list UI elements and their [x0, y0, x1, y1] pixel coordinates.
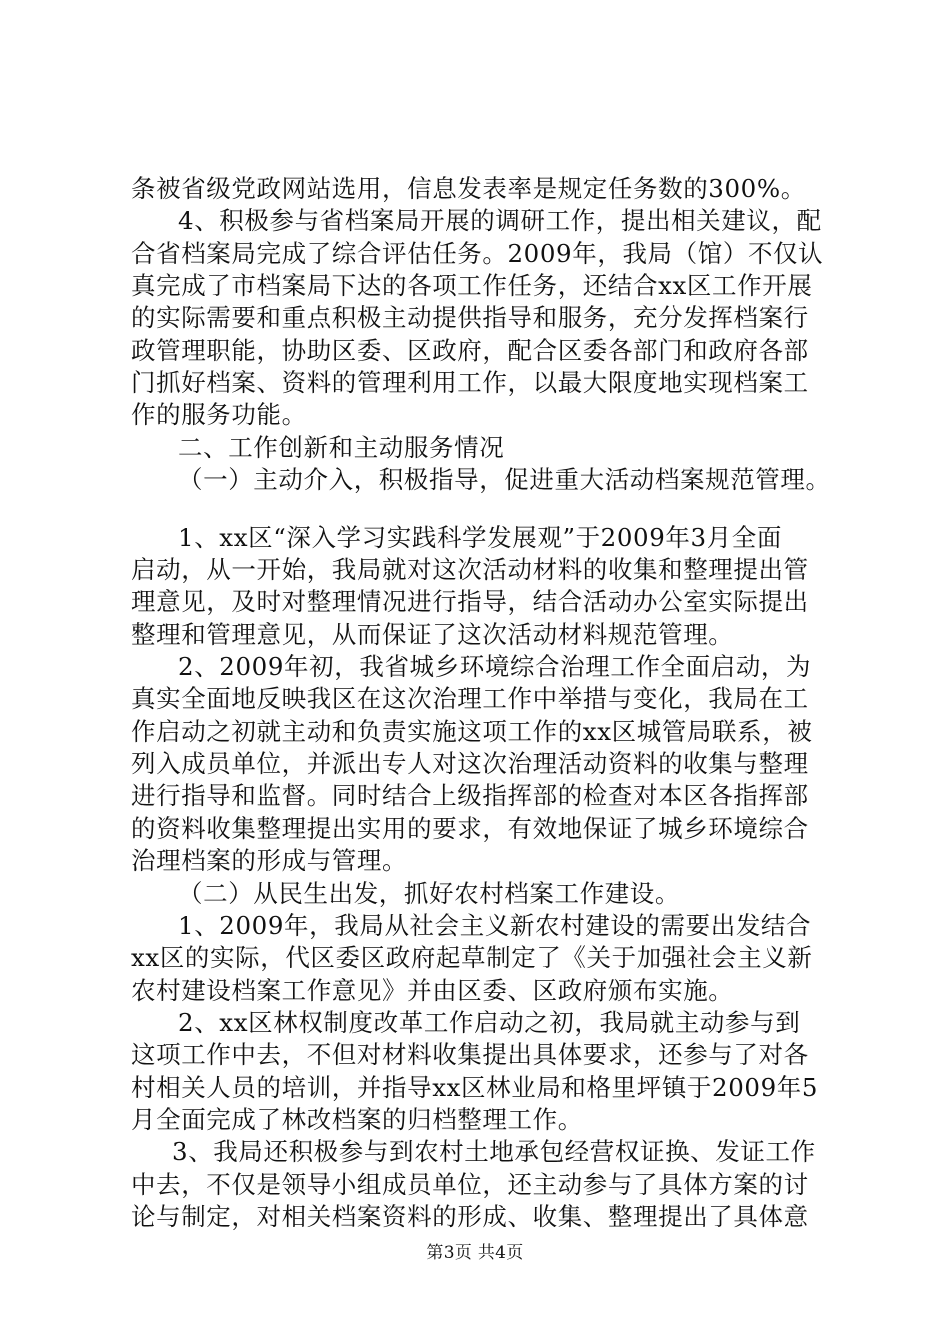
text-line: 的实际需要和重点积极主动提供指导和服务，充分发挥档案行 — [131, 303, 809, 332]
section-heading: 二、工作创新和主动服务情况 — [178, 433, 505, 462]
text-line: xx区的实际，代区委区政府起草制定了《关于加强社会主义新 — [131, 943, 813, 972]
text-line: 进行指导和监督。同时结合上级指挥部的检查对本区各指挥部 — [131, 781, 809, 810]
text-line: 的资料收集整理提出实用的要求，有效地保证了城乡环境综合 — [131, 814, 809, 843]
text-line: 真实全面地反映我区在这次治理工作中举措与变化，我局在工 — [131, 684, 809, 713]
text-line: 2、2009年初，我省城乡环境综合治理工作全面启动，为 — [178, 652, 812, 681]
text-line: 1、2009年，我局从社会主义新农村建设的需要出发结合 — [178, 911, 812, 940]
text-line: 治理档案的形成与管理。 — [131, 846, 408, 875]
text-line: 作的服务功能。 — [131, 400, 307, 429]
subsection-heading: （二）从民生出发，抓好农村档案工作建设。 — [178, 879, 680, 908]
text-line: 月全面完成了林改档案的归档整理工作。 — [131, 1105, 583, 1134]
text-line: 2、xx区林权制度改革工作启动之初，我局就主动参与到 — [178, 1008, 801, 1037]
text-line: 条被省级党政网站选用，信息发表率是规定任务数的300%。 — [131, 174, 806, 203]
text-line: 4、积极参与省档案局开展的调研工作，提出相关建议，配 — [178, 206, 822, 235]
text-line: 作启动之初就主动和负责实施这项工作的xx区城管局联系，被 — [131, 717, 813, 746]
subsection-heading: （一）主动介入，积极指导，促进重大活动档案规范管理。 — [178, 465, 831, 494]
text-line: 村相关人员的培训，并指导xx区林业局和格里坪镇于2009年5 — [131, 1073, 819, 1102]
text-line: 农村建设档案工作意见》并由区委、区政府颁布实施。 — [131, 976, 734, 1005]
text-line: 论与制定，对相关档案资料的形成、收集、整理提出了具体意 — [131, 1202, 809, 1231]
text-line: 政管理职能，协助区委、区政府，配合区委各部门和政府各部 — [131, 336, 809, 365]
text-line: 真完成了市档案局下达的各项工作任务，还结合xx区工作开展 — [131, 271, 813, 300]
text-line: 合省档案局完成了综合评估任务。2009年，我局（馆）不仅认 — [131, 239, 824, 268]
text-line: 启动，从一开始，我局就对这次活动材料的收集和整理提出管 — [131, 555, 809, 584]
text-line: 3、我局还积极参与到农村土地承包经营权证换、发证工作 — [172, 1137, 816, 1166]
page-footer: 第3页 共4页 — [426, 1243, 524, 1263]
text-line: 门抓好档案、资料的管理利用工作，以最大限度地实现档案工 — [131, 368, 809, 397]
text-line: 整理和管理意见，从而保证了这次活动材料规范管理。 — [131, 620, 734, 649]
text-line: 理意见，及时对整理情况进行指导，结合活动办公室实际提出 — [131, 587, 809, 616]
text-line: 这项工作中去，不但对材料收集提出具体要求，还参与了对各 — [131, 1040, 809, 1069]
text-line: 中去，不仅是领导小组成员单位，还主动参与了具体方案的讨 — [131, 1170, 809, 1199]
text-line: 列入成员单位，并派出专人对这次治理活动资料的收集与整理 — [131, 749, 809, 778]
text-line: 1、xx区“深入学习实践科学发展观”于2009年3月全面 — [178, 523, 783, 552]
